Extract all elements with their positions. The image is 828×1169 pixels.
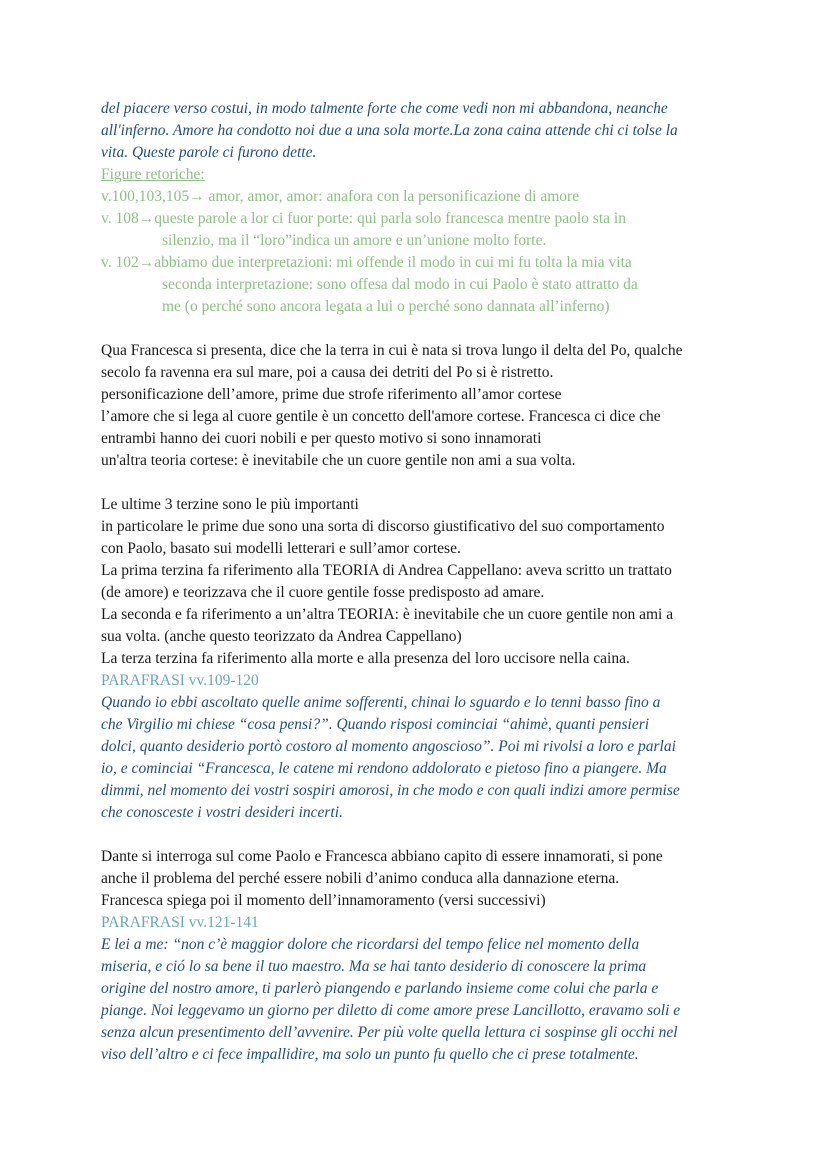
text-line: del piacere verso costui, in modo talmente forte che come vedi non mi abbandona, neanche [101,100,668,117]
text-line: La prima terzina fa riferimento alla TEORIA di Andrea Cappellano: aveva scritto un trattato [101,562,672,579]
text-line: dimmi, nel momento dei vostri sospiri amorosi, in che modo e con quali indizi amore permise [101,782,680,799]
text-line: con Paolo, basato sui modelli letterari e sull’amor cortese. [101,540,461,557]
figures-heading: Figure retoriche: [101,166,205,183]
text-line: un'altra teoria cortese: è inevitabile che un cuore gentile non ami a sua volta. [101,452,576,469]
text-line: miseria, e ció lo sa bene il tuo maestro. Ma se hai tanto desiderio di conoscere la prima [101,958,647,975]
paragraph [101,846,741,912]
text-line: (de amore) e teorizzava che il cuore gentile fosse predisposto ad amare. [101,584,545,601]
text-line: piange. Noi leggevamo un giorno per diletto di come amore prese Lancillotto, eravamo soli e [101,1002,681,1019]
section-heading: PARAFRASI vv.121-141 [101,914,259,931]
text-line: La terza terzina fa riferimento alla morte e alla presenza del loro uccisore nella caina. [101,650,630,667]
rhetorical-figures [101,164,741,318]
text-line: personificazione dell’amore, prime due strofe riferimento all’amor cortese [101,386,562,403]
text-line: Francesca spiega poi il momento dell’innamoramento (versi successivi) [101,892,546,909]
text-line: E lei a me: “non c’è maggior dolore che ricordarsi del tempo felice nel momento della [101,936,640,953]
text-line: viso dell’altro e ci fece impallidire, ma solo un punto fu quello che ci prese totalmente. [101,1046,639,1063]
section-heading: PARAFRASI vv.109-120 [101,672,259,689]
paraphrase-continuation [101,98,741,164]
text-line: Quando io ebbi ascoltato quelle anime sofferenti, chinai lo sguardo e lo tenni basso fino a [101,694,661,711]
text-line: seconda interpretazione: sono offesa dal modo in cui Paolo è stato attratto da [162,276,638,293]
document-content [101,98,741,1066]
parafrasi-section [101,912,741,1066]
text-line: Qua Francesca si presenta, dice che la terra in cui è nata si trova lungo il delta del Po, qualche [101,342,683,359]
verse-ref: v. 102→ [101,254,155,271]
verse-ref: v. 108→ [101,210,155,227]
text-line: Le ultime 3 terzine sono le più importanti [101,496,359,513]
paragraph [101,340,741,472]
paragraph [101,494,741,670]
text-line: in particolare le prime due sono una sorta di discorso giustificativo del suo comportamento [101,518,665,535]
text-line: silenzio, ma il “loro”indica un amore e un’unione molto forte. [162,232,547,249]
text-line: che conosceste i vostri desideri incerti. [101,804,343,821]
text-line: abbiamo due interpretazioni: mi offende il modo in cui mi fu tolta la mia vita [154,254,632,271]
figure-item [101,208,741,230]
text-line: sua volta. (anche questo teorizzato da Andrea Cappellano) [101,628,462,645]
text-line: anche il problema del perché essere nobili d’animo conduca alla dannazione eterna. [101,870,620,887]
text-line: all'inferno. Amore ha condotto noi due a una sola morte.La zona caina attende chi ci tolse la [101,122,678,139]
text-line: origine del nostro amore, ti parlerò piangendo e parlando insieme come colui che parla e [101,980,659,997]
text-line: entrambi hanno dei cuori nobili e per questo motivo si sono innamorati [101,430,542,447]
text-line: me (o perché sono ancora legata a lui o perché sono dannata all’inferno) [162,298,610,315]
text-line: Dante si interroga sul come Paolo e Francesca abbiano capito di essere innamorati, si pone [101,848,663,865]
text-line: vita. Queste parole ci furono dette. [101,144,317,161]
text-line: senza alcun presentimento dell’avvenire. Per più volte quella lettura ci sospinse gli occhi nel [101,1024,678,1041]
text-line: l’amore che si lega al cuore gentile è un concetto dell'amore cortese. Francesca ci dice che [101,408,661,425]
text-line: La seconda e fa riferimento a un’altra TEORIA: è inevitabile che un cuore gentile non ami a [101,606,674,623]
text-line: io, e cominciai “Francesca, le catene mi rendono addolorato e pietoso fino a piangere. Ma [101,760,667,777]
figure-item: v.100,103,105→ amor, amor, amor: anafora con la personificazione di amore [101,188,580,205]
figure-item [101,252,741,274]
text-line: queste parole a lor ci fuor porte: qui parla solo francesca mentre paolo sta in [154,210,626,227]
text-line: dolci, quanto desiderio portò costoro al momento angoscioso”. Poi mi rivolsi a loro e parlai [101,738,676,755]
text-line: che Virgilio mi chiese “cosa pensi?”. Quando risposi cominciai “ahimè, quanti pensieri [101,716,650,733]
parafrasi-section [101,670,741,824]
text-line: secolo fa ravenna era sul mare, poi a causa dei detriti del Po si è ristretto. [101,364,554,381]
